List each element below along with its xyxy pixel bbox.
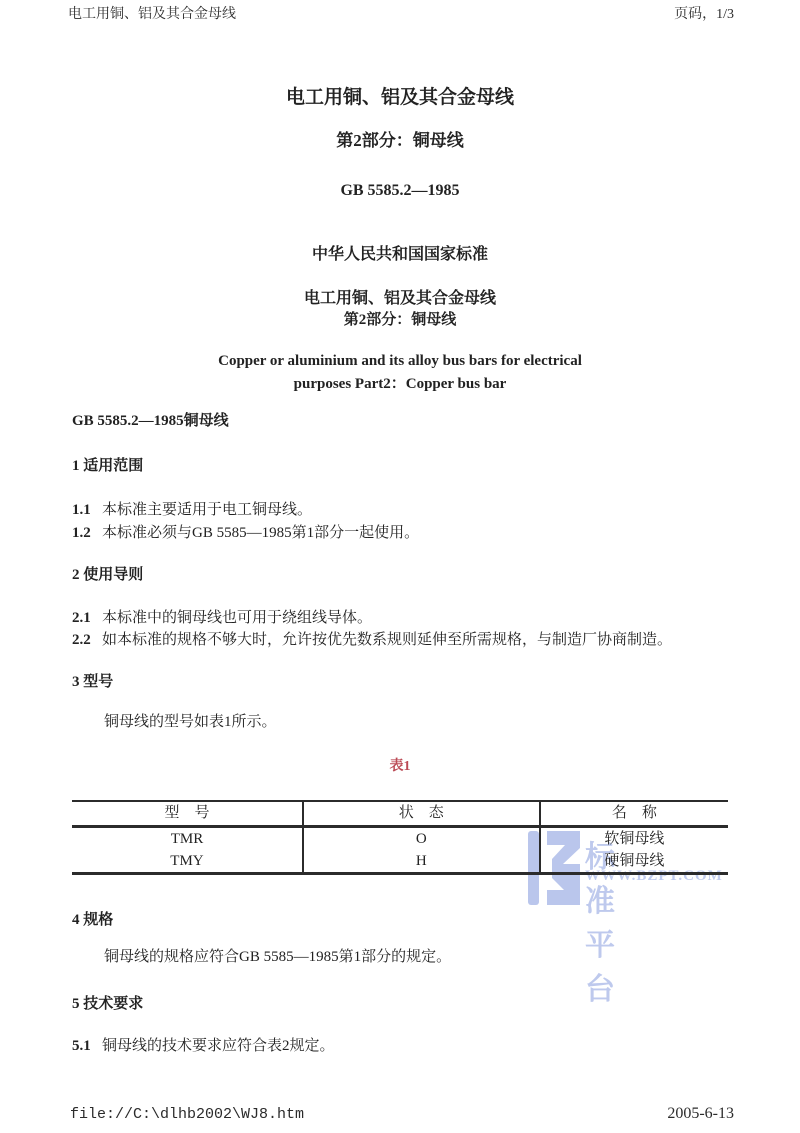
section-3-paragraph: 铜母线的型号如表1所示。 xyxy=(104,714,277,730)
page-footer xyxy=(70,1104,734,1125)
national-standard-label: 中华人民共和国国家标准 xyxy=(311,246,488,263)
clause-text: 铜母线的技术要求应符合表2规定。 xyxy=(102,1038,335,1054)
doc-title: 电工用铜、铝及其合金母线 xyxy=(285,87,514,108)
cn-subtitle-repeat: 第2部分：铜母线 xyxy=(343,312,457,328)
section-heading-5: 5 技术要求 xyxy=(72,996,144,1012)
page-header xyxy=(68,6,734,24)
footer-file-path: file://C:\dlhb2002\WJ8.htm xyxy=(70,1106,305,1123)
clause-text: 本标准必须与GB 5585—1985第1部分一起使用。 xyxy=(102,525,420,541)
clause-number: 2.2 xyxy=(72,632,91,648)
section-heading-1: 1 适用范围 xyxy=(72,458,144,474)
doc-label: GB 5585.2—1985铜母线 xyxy=(72,413,229,429)
cell-name: 软铜母线 xyxy=(604,830,665,847)
clause-2-2 xyxy=(72,631,672,650)
table-header-row xyxy=(72,801,728,827)
clause-number: 1.2 xyxy=(72,525,91,541)
watermark-text: 标准平台 xyxy=(585,841,618,1006)
cell-model: TMR xyxy=(72,827,303,851)
clause-2-1 xyxy=(72,609,372,628)
section-heading-2: 2 使用导则 xyxy=(72,567,144,583)
table-row xyxy=(72,827,728,851)
clause-text: 本标准中的铜母线也可用于绕组线导体。 xyxy=(102,610,373,626)
clause-5-1 xyxy=(72,1037,335,1056)
clause-text: 如本标准的规格不够大时，允许按优先数系规则延伸至所需规格，与制造厂协商制造。 xyxy=(102,632,673,648)
en-title-line2: purposes Part2：Copper bus bar xyxy=(293,376,507,392)
cell-state: O xyxy=(303,827,540,851)
section-4-paragraph: 铜母线的规格应符合GB 5585—1985第1部分的规定。 xyxy=(104,949,452,965)
cell-name: 硬铜母线 xyxy=(604,852,665,869)
standard-number: GB 5585.2—1985 xyxy=(340,182,460,199)
watermark-url: WWW.BZPT.COM xyxy=(585,868,723,884)
clause-text: 本标准主要适用于电工铜母线。 xyxy=(102,502,313,518)
col-header-name: 名 称 xyxy=(540,801,728,827)
cell-state: H xyxy=(303,850,540,874)
cell-model: TMY xyxy=(72,850,303,874)
clause-number: 1.1 xyxy=(72,502,91,518)
clause-1-2 xyxy=(72,524,419,543)
table1 xyxy=(72,800,728,875)
en-title-line1: Copper or aluminium and its alloy bus bars for electrical xyxy=(218,353,582,369)
section-heading-4: 4 规格 xyxy=(72,912,114,928)
doc-subtitle: 第2部分：铜母线 xyxy=(336,131,464,150)
clause-number: 5.1 xyxy=(72,1038,91,1054)
clause-1-1 xyxy=(72,501,312,520)
header-page-number: 页码，1/3 xyxy=(674,7,734,22)
footer-date: 2005-6-13 xyxy=(667,1105,734,1122)
clause-number: 2.1 xyxy=(72,610,91,626)
col-header-state: 状 态 xyxy=(303,801,540,827)
table-row xyxy=(72,850,728,874)
table1-caption: 表1 xyxy=(389,759,411,774)
section-heading-3: 3 型号 xyxy=(72,674,114,690)
header-doc-title: 电工用铜、铝及其合金母线 xyxy=(68,7,236,22)
col-header-model: 型 号 xyxy=(72,801,303,827)
cn-title-repeat: 电工用铜、铝及其合金母线 xyxy=(303,290,496,307)
